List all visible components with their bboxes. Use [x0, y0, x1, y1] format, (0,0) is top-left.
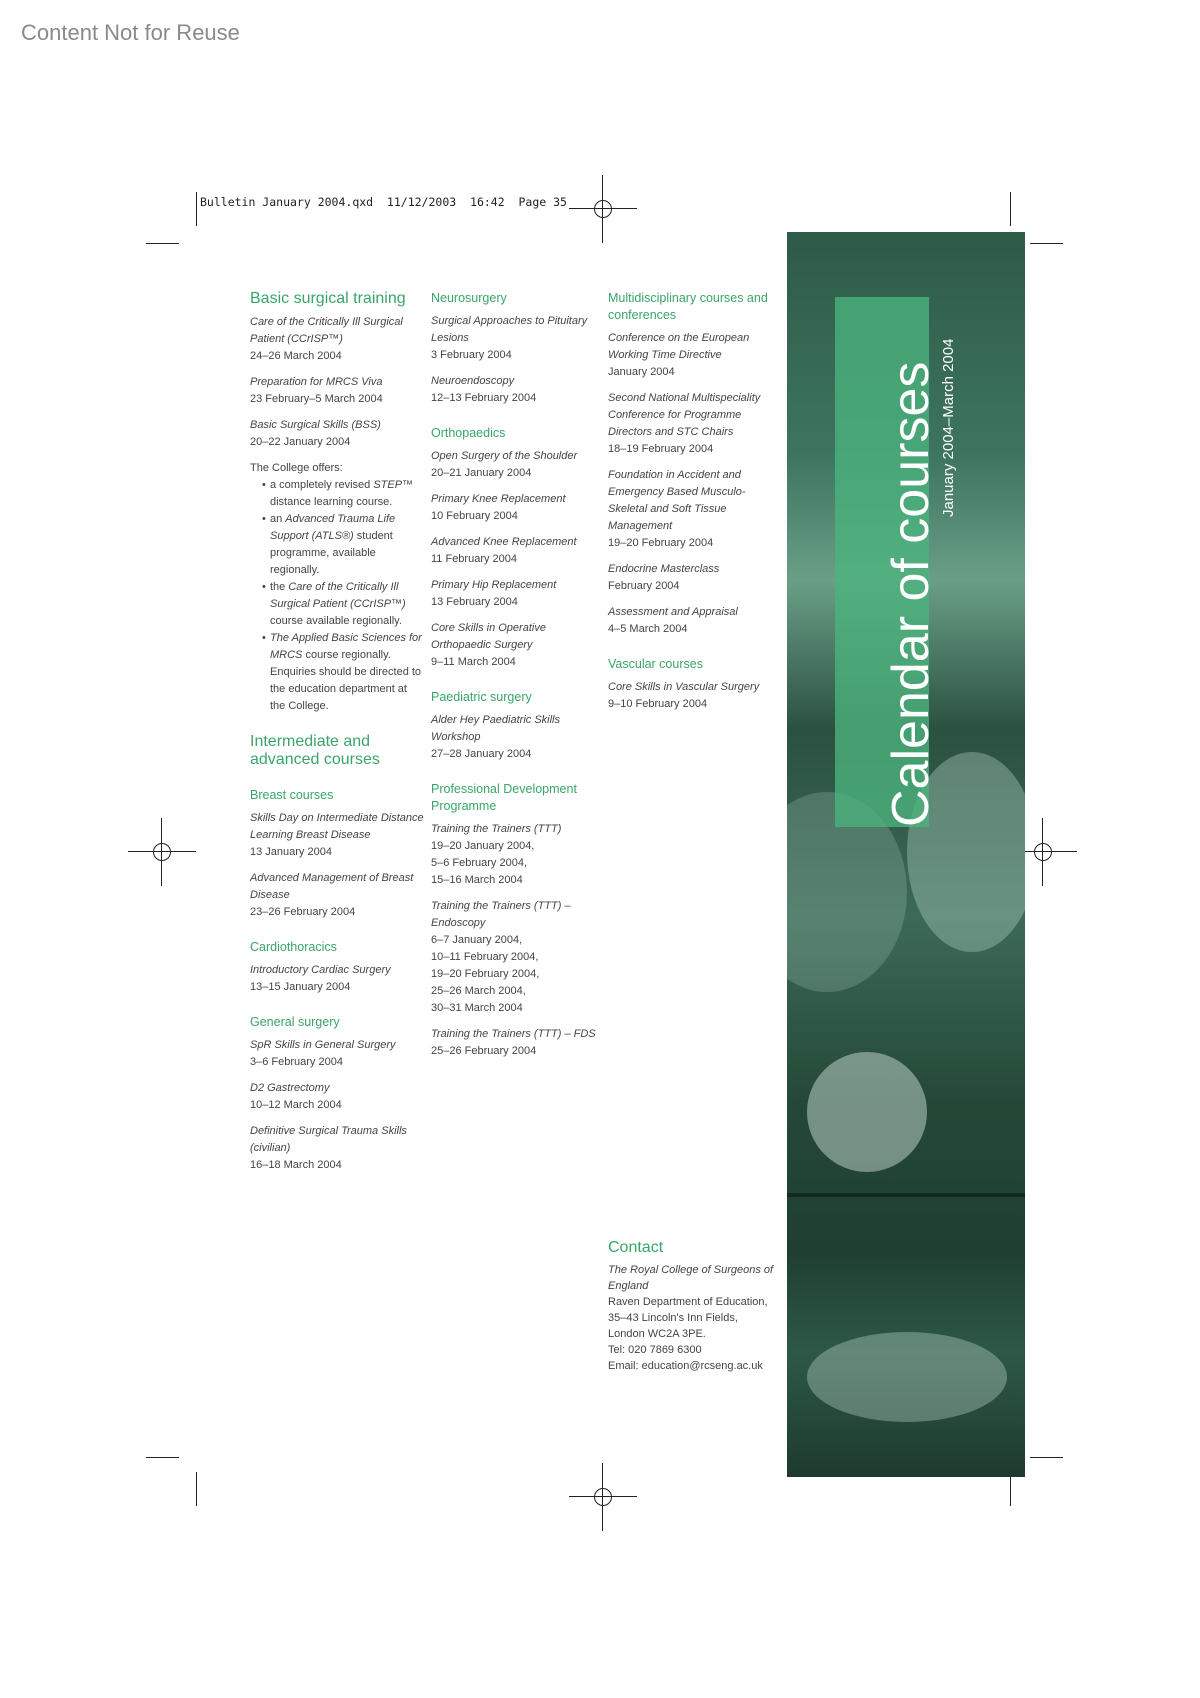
course-entry [431, 577, 601, 611]
course-title: Endocrine Masterclass [608, 563, 720, 575]
panel-title: Calendar of courses [882, 361, 940, 827]
section-heading-intermediate: Intermediate and advanced courses [250, 733, 380, 768]
crop-mark [1030, 243, 1063, 244]
course-date: 13–15 January 2004 [250, 981, 351, 993]
course-entry [431, 491, 601, 525]
section-heading: Cardiothoracics [250, 940, 337, 954]
course-title: Basic Surgical Skills (BSS) [250, 419, 381, 431]
course-entry [250, 810, 425, 861]
crop-mark [146, 1457, 179, 1458]
contact-dept: Raven Department of Education, [608, 1296, 768, 1308]
crop-mark [1010, 192, 1011, 226]
course-title: Foundation in Accident and Emergency Based Musculo-Skeletal and Soft Tissue Management [608, 469, 746, 532]
course-entry [250, 962, 425, 996]
course-entry [608, 561, 778, 595]
course-title: Open Surgery of the Shoulder [431, 450, 578, 462]
course-date: January 2004 [608, 366, 675, 378]
college-offers [250, 460, 425, 715]
course-entry [431, 898, 601, 1017]
course-entry [431, 373, 601, 407]
section-heading: General surgery [250, 1015, 340, 1029]
course-title: Core Skills in Vascular Surgery [608, 681, 760, 693]
course-title: Training the Trainers (TTT) [431, 823, 562, 835]
photo-band [787, 1193, 1025, 1197]
crop-mark [196, 192, 197, 226]
course-entry [250, 417, 425, 451]
course-date: 16–18 March 2004 [250, 1159, 342, 1171]
course-title: Introductory Cardiac Surgery [250, 964, 391, 976]
course-title: Advanced Management of Breast Disease [250, 872, 414, 901]
registration-mark [569, 175, 637, 243]
course-title: Training the Trainers (TTT) – FDS [431, 1028, 596, 1040]
course-date: 9–11 March 2004 [431, 656, 516, 668]
section-breast-courses [250, 787, 425, 921]
course-date: 23–26 February 2004 [250, 906, 356, 918]
offers-intro: The College offers: [250, 462, 343, 474]
course-title: Care of the Critically Ill Surgical Patient (CCrISP™) [250, 316, 403, 345]
course-entry [250, 314, 425, 365]
crop-mark [196, 1472, 197, 1506]
contact-block [608, 1240, 783, 1374]
contact-city: London WC2A 3PE. [608, 1328, 706, 1340]
course-title: Preparation for MRCS Viva [250, 376, 383, 388]
course-entry [250, 374, 425, 408]
course-entry [608, 679, 778, 713]
section-heading: Neurosurgery [431, 291, 507, 305]
crop-mark [1030, 1457, 1063, 1458]
course-date: 20–21 January 2004 [431, 467, 532, 479]
course-date: 12–13 February 2004 [431, 392, 537, 404]
course-entry [608, 604, 778, 638]
contact-heading: Contact [608, 1239, 664, 1256]
section-basic-surgical-training [250, 290, 425, 451]
course-title: Neuroendoscopy [431, 375, 515, 387]
course-entry [431, 620, 601, 671]
section-paediatric-surgery [431, 689, 601, 763]
course-date: 18–19 February 2004 [608, 443, 714, 455]
course-entry [431, 534, 601, 568]
offer-item: • The Applied Basic Sciences for MRCS course regionally. Enquiries should be directed to the education department at the College. [270, 630, 425, 715]
section-professional-development [431, 781, 601, 1060]
course-date: February 2004 [608, 580, 680, 592]
course-entry [608, 467, 778, 552]
course-entry [250, 1037, 425, 1071]
section-multidisciplinary [608, 290, 778, 638]
section-heading: Breast courses [250, 788, 334, 802]
course-title: Second National Multispeciality Conference for Programme Directors and STC Chairs [608, 392, 761, 438]
course-date: 27–28 January 2004 [431, 748, 532, 760]
course-title: SpR Skills in General Surgery [250, 1039, 396, 1051]
course-entry [250, 1080, 425, 1114]
course-date: 6–7 January 2004, 10–11 February 2004, 19–20 February 2004, 25–26 March 2004, 30–31 March 2004 [431, 934, 540, 1014]
section-heading: Orthopaedics [431, 426, 506, 440]
course-date: 10 February 2004 [431, 510, 518, 522]
print-slug: Bulletin January 2004.qxd 11/12/2003 16:42 Page 35 [200, 195, 567, 209]
section-heading: Vascular courses [608, 657, 703, 671]
course-title: Skills Day on Intermediate Distance Learning Breast Disease [250, 812, 424, 841]
cover-photo-panel [787, 232, 1025, 1477]
registration-mark [569, 1463, 637, 1531]
course-title: Definitive Surgical Trauma Skills (civilian) [250, 1125, 407, 1154]
course-entry [431, 712, 601, 763]
course-title: Alder Hey Paediatric Skills Workshop [431, 714, 560, 743]
course-title: Primary Knee Replacement [431, 493, 566, 505]
section-heading: Professional Development Programme [431, 782, 577, 813]
section-heading: Basic surgical training [250, 290, 406, 307]
course-title: Advanced Knee Replacement [431, 536, 577, 548]
course-title: D2 Gastrectomy [250, 1082, 330, 1094]
contact-street: 35–43 Lincoln's Inn Fields, [608, 1312, 738, 1324]
course-entry [250, 1123, 425, 1174]
contact-org: The Royal College of Surgeons of England [608, 1264, 774, 1292]
registration-mark [128, 818, 196, 886]
course-date: 10–12 March 2004 [250, 1099, 342, 1111]
crop-mark [146, 243, 179, 244]
course-date: 3–6 February 2004 [250, 1056, 343, 1068]
section-general-surgery [250, 1014, 425, 1174]
offer-item: • an Advanced Trauma Life Support (ATLS®) student programme, available regionally. [270, 511, 425, 579]
course-date: 23 February–5 March 2004 [250, 393, 383, 405]
offer-item: • the Care of the Critically Ill Surgical Patient (CCrISP™) course available regionally. [270, 579, 425, 630]
course-entry [608, 390, 778, 458]
course-title: Training the Trainers (TTT) – Endoscopy [431, 900, 571, 929]
course-title: Core Skills in Operative Orthopaedic Surgery [431, 622, 546, 651]
course-date: 4–5 March 2004 [608, 623, 688, 635]
course-date: 19–20 January 2004, 5–6 February 2004, 15–16 March 2004 [431, 840, 535, 886]
course-date: 24–26 March 2004 [250, 350, 342, 362]
column-2 [431, 290, 601, 1078]
section-orthopaedics [431, 425, 601, 671]
column-3 [608, 290, 778, 731]
course-title: Assessment and Appraisal [608, 606, 738, 618]
course-date: 9–10 February 2004 [608, 698, 708, 710]
crop-mark [1010, 1472, 1011, 1506]
section-heading: Paediatric surgery [431, 690, 532, 704]
course-title: Surgical Approaches to Pituitary Lesions [431, 315, 588, 344]
course-date: 25–26 February 2004 [431, 1045, 537, 1057]
course-date: 19–20 February 2004 [608, 537, 714, 549]
course-entry [431, 448, 601, 482]
course-date: 20–22 January 2004 [250, 436, 351, 448]
course-entry [431, 313, 601, 364]
course-date: 13 January 2004 [250, 846, 332, 858]
course-date: 13 February 2004 [431, 596, 518, 608]
section-cardiothoracics [250, 939, 425, 996]
course-date: 11 February 2004 [431, 553, 518, 565]
section-neurosurgery [431, 290, 601, 407]
section-heading: Multidisciplinary courses and conferences [608, 291, 768, 322]
course-title: Primary Hip Replacement [431, 579, 557, 591]
panel-subtitle: January 2004–March 2004 [940, 338, 957, 517]
column-1 [250, 290, 425, 1192]
course-entry [250, 870, 425, 921]
course-entry [431, 1026, 601, 1060]
section-vascular [608, 656, 778, 713]
course-entry [608, 330, 778, 381]
watermark: Content Not for Reuse [21, 20, 240, 45]
photo-highlight [807, 1332, 1007, 1422]
contact-tel: Tel: 020 7869 6300 [608, 1344, 702, 1356]
course-title: Conference on the European Working Time Directive [608, 332, 750, 361]
offer-item: • a completely revised STEP™ distance learning course. [270, 477, 425, 511]
photo-highlight [807, 1052, 927, 1172]
course-entry [431, 821, 601, 889]
vertical-title [882, 297, 957, 827]
course-date: 3 February 2004 [431, 349, 512, 361]
contact-email: Email: education@rcseng.ac.uk [608, 1360, 763, 1372]
